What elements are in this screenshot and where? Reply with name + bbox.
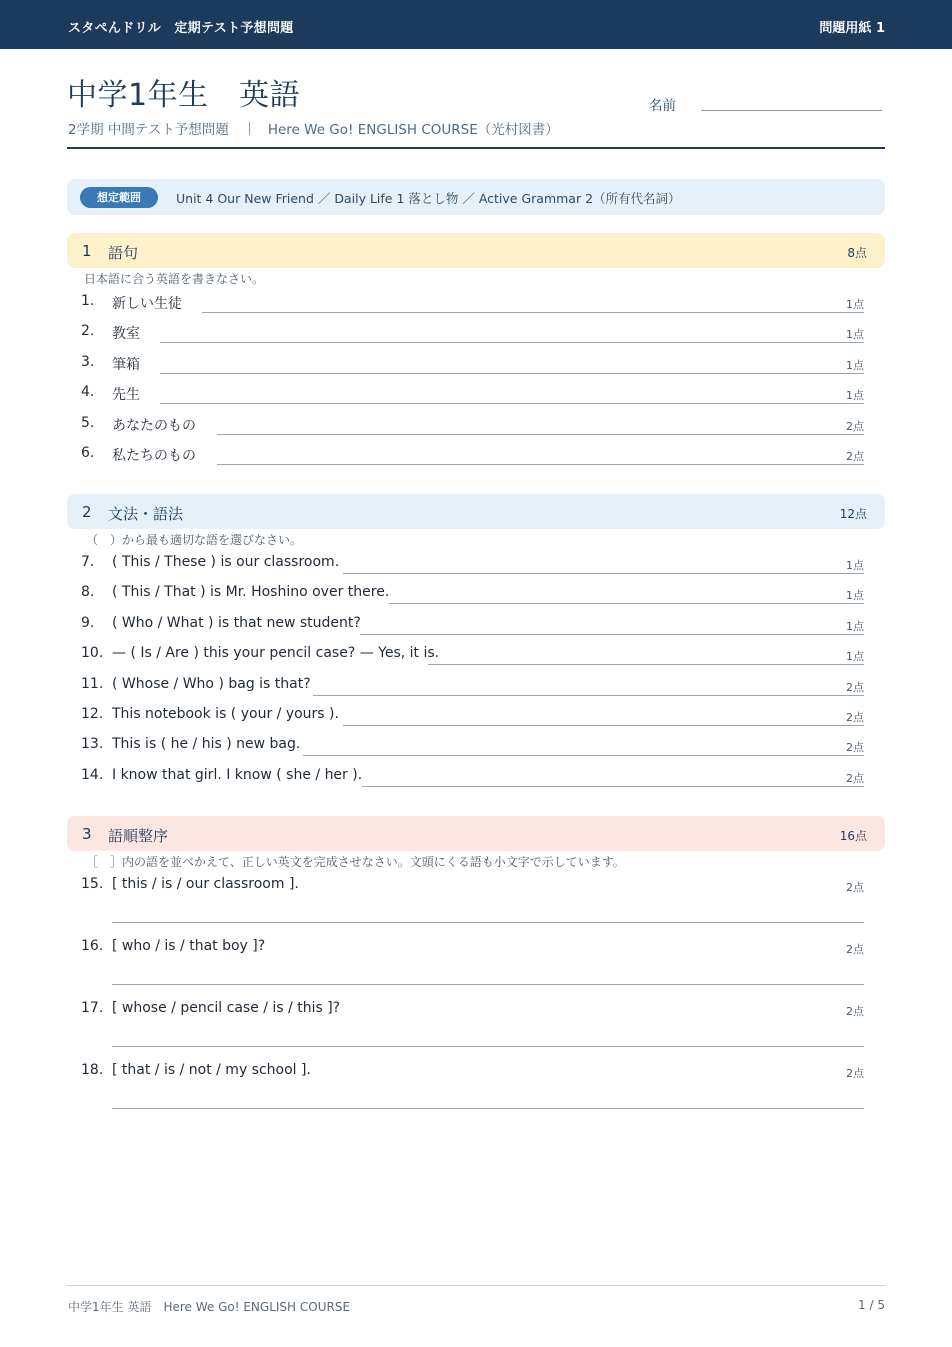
question-item <box>81 702 864 726</box>
section-points: 8点 <box>847 246 867 260</box>
series-title: スタペんドリル 定期テスト予想問題 <box>68 21 294 36</box>
question-points: 1点 <box>846 620 864 633</box>
question-points: 2点 <box>846 420 864 433</box>
question-text: 先生 <box>112 387 140 403</box>
question-item <box>81 289 864 313</box>
term-label: 2学期 中間テスト予想問題 <box>68 122 229 138</box>
question-text: [ this / is / our classroom ]. <box>112 876 299 892</box>
answer-line[interactable] <box>389 603 864 604</box>
page-subtitle <box>68 118 559 138</box>
answer-line[interactable] <box>313 695 864 696</box>
question-number: 11. <box>81 676 104 692</box>
question-item <box>81 319 864 343</box>
question-number: 6. <box>81 445 95 461</box>
question-number: 3. <box>81 354 95 370</box>
name-label: 名前 <box>649 98 676 114</box>
page-title: 中学1年生 英語 <box>67 78 301 113</box>
header-divider <box>67 147 885 149</box>
footer-course: 中学1年生 英語 Here We Go! ENGLISH COURSE <box>68 1300 351 1314</box>
question-item <box>81 641 864 665</box>
question-text: ( This / These ) is our classroom. <box>112 554 340 570</box>
question-text: This notebook is ( your / yours ). <box>112 706 339 722</box>
question-item <box>81 611 864 635</box>
scope-text: Unit 4 Our New Friend ／ Daily Life 1 落とし物 ／ Active Grammar 2（所有代名詞） <box>176 191 681 206</box>
question-text: 筆箱 <box>112 357 140 373</box>
question-points: 2点 <box>846 1067 864 1080</box>
question-text: [ whose / pencil case / is / this ]? <box>112 1000 341 1016</box>
answer-line[interactable] <box>160 373 864 374</box>
answer-line[interactable] <box>217 464 864 465</box>
answer-line[interactable] <box>112 984 864 985</box>
question-points: 2点 <box>846 711 864 724</box>
section-points: 12点 <box>839 507 867 521</box>
question-text: This is ( he / his ) new bag. <box>112 736 301 752</box>
question-points: 1点 <box>846 389 864 402</box>
section-title: 語句 <box>108 244 139 262</box>
answer-line[interactable] <box>362 786 864 787</box>
question-number: 10. <box>81 645 104 661</box>
question-points: 1点 <box>846 359 864 372</box>
question-points: 1点 <box>846 559 864 572</box>
name-field[interactable] <box>701 110 882 111</box>
question-points: 2点 <box>846 741 864 754</box>
question-points: 2点 <box>846 1005 864 1018</box>
textbook-label: Here We Go! ENGLISH COURSE（光村図書） <box>267 122 559 138</box>
question-number: 14. <box>81 767 104 783</box>
question-item <box>81 763 864 787</box>
section-number: 2 <box>82 503 92 521</box>
answer-line[interactable] <box>160 403 864 404</box>
question-points: 1点 <box>846 298 864 311</box>
section-instruction: 日本語に合う英語を書きなさい。 <box>84 272 265 286</box>
question-number: 8. <box>81 584 95 600</box>
question-number: 16. <box>81 938 104 954</box>
question-text: あなたのもの <box>112 418 196 434</box>
question-text: ( Whose / Who ) bag is that? <box>112 676 311 692</box>
question-item <box>81 732 864 756</box>
question-text: ( Who / What ) is that new student? <box>112 615 361 631</box>
scope-badge: 想定範囲 <box>80 187 158 208</box>
question-item <box>81 1000 864 1050</box>
top-bar <box>0 0 952 49</box>
answer-line[interactable] <box>428 664 864 665</box>
question-points: 2点 <box>846 772 864 785</box>
question-item <box>81 672 864 696</box>
section-instruction: ［ ］内の語を並べかえて、正しい英文を完成させなさい。文頭にくる語も小文字で示しています。 <box>86 855 625 869</box>
section-points: 16点 <box>839 829 867 843</box>
page-number: 1 / 5 <box>858 1298 885 1312</box>
section-header-3 <box>67 816 885 851</box>
answer-line[interactable] <box>112 1046 864 1047</box>
answer-line[interactable] <box>343 573 864 574</box>
question-number: 1. <box>81 293 95 309</box>
question-number: 4. <box>81 384 95 400</box>
answer-line[interactable] <box>160 342 864 343</box>
question-text: 教室 <box>112 326 140 342</box>
section-instruction: （ ）から最も適切な語を選びなさい。 <box>86 533 303 547</box>
question-item <box>81 876 864 926</box>
answer-line[interactable] <box>303 755 864 756</box>
question-number: 7. <box>81 554 95 570</box>
question-points: 1点 <box>846 328 864 341</box>
question-points: 2点 <box>846 943 864 956</box>
question-number: 17. <box>81 1000 104 1016</box>
question-item <box>81 550 864 574</box>
answer-line[interactable] <box>360 634 864 635</box>
question-number: 15. <box>81 876 104 892</box>
answer-line[interactable] <box>112 922 864 923</box>
subtitle-divider <box>249 122 250 135</box>
question-item <box>81 580 864 604</box>
answer-line[interactable] <box>202 312 864 313</box>
question-text: ( This / That ) is Mr. Hoshino over there. <box>112 584 390 600</box>
question-number: 12. <box>81 706 104 722</box>
answer-line[interactable] <box>343 725 864 726</box>
question-points: 2点 <box>846 450 864 463</box>
sheet-label: 問題用紙 1 <box>819 21 885 36</box>
question-text: 私たちのもの <box>112 448 196 464</box>
section-number: 3 <box>82 825 92 843</box>
answer-line[interactable] <box>217 434 864 435</box>
question-item <box>81 441 864 465</box>
question-number: 5. <box>81 415 95 431</box>
question-points: 2点 <box>846 681 864 694</box>
answer-line[interactable] <box>112 1108 864 1109</box>
scope-box <box>67 179 885 215</box>
section-header-1 <box>67 233 885 268</box>
question-item <box>81 380 864 404</box>
section-title: 文法・語法 <box>108 505 184 523</box>
section-number: 1 <box>82 242 92 260</box>
question-item <box>81 411 864 435</box>
section-title: 語順整序 <box>108 827 169 845</box>
question-item <box>81 350 864 374</box>
footer-divider <box>67 1285 885 1286</box>
question-text: [ who / is / that boy ]? <box>112 938 266 954</box>
question-text: 新しい生徒 <box>112 296 182 312</box>
section-header-2 <box>67 494 885 529</box>
question-number: 13. <box>81 736 104 752</box>
question-text: I know that girl. I know ( she / her ). <box>112 767 363 783</box>
question-text: [ that / is / not / my school ]. <box>112 1062 311 1078</box>
question-points: 1点 <box>846 589 864 602</box>
question-number: 18. <box>81 1062 104 1078</box>
question-points: 1点 <box>846 650 864 663</box>
question-number: 2. <box>81 323 95 339</box>
question-points: 2点 <box>846 881 864 894</box>
question-number: 9. <box>81 615 95 631</box>
question-item <box>81 1062 864 1112</box>
question-item <box>81 938 864 988</box>
question-text: — ( Is / Are ) this your pencil case? — Yes, it is. <box>112 645 440 661</box>
